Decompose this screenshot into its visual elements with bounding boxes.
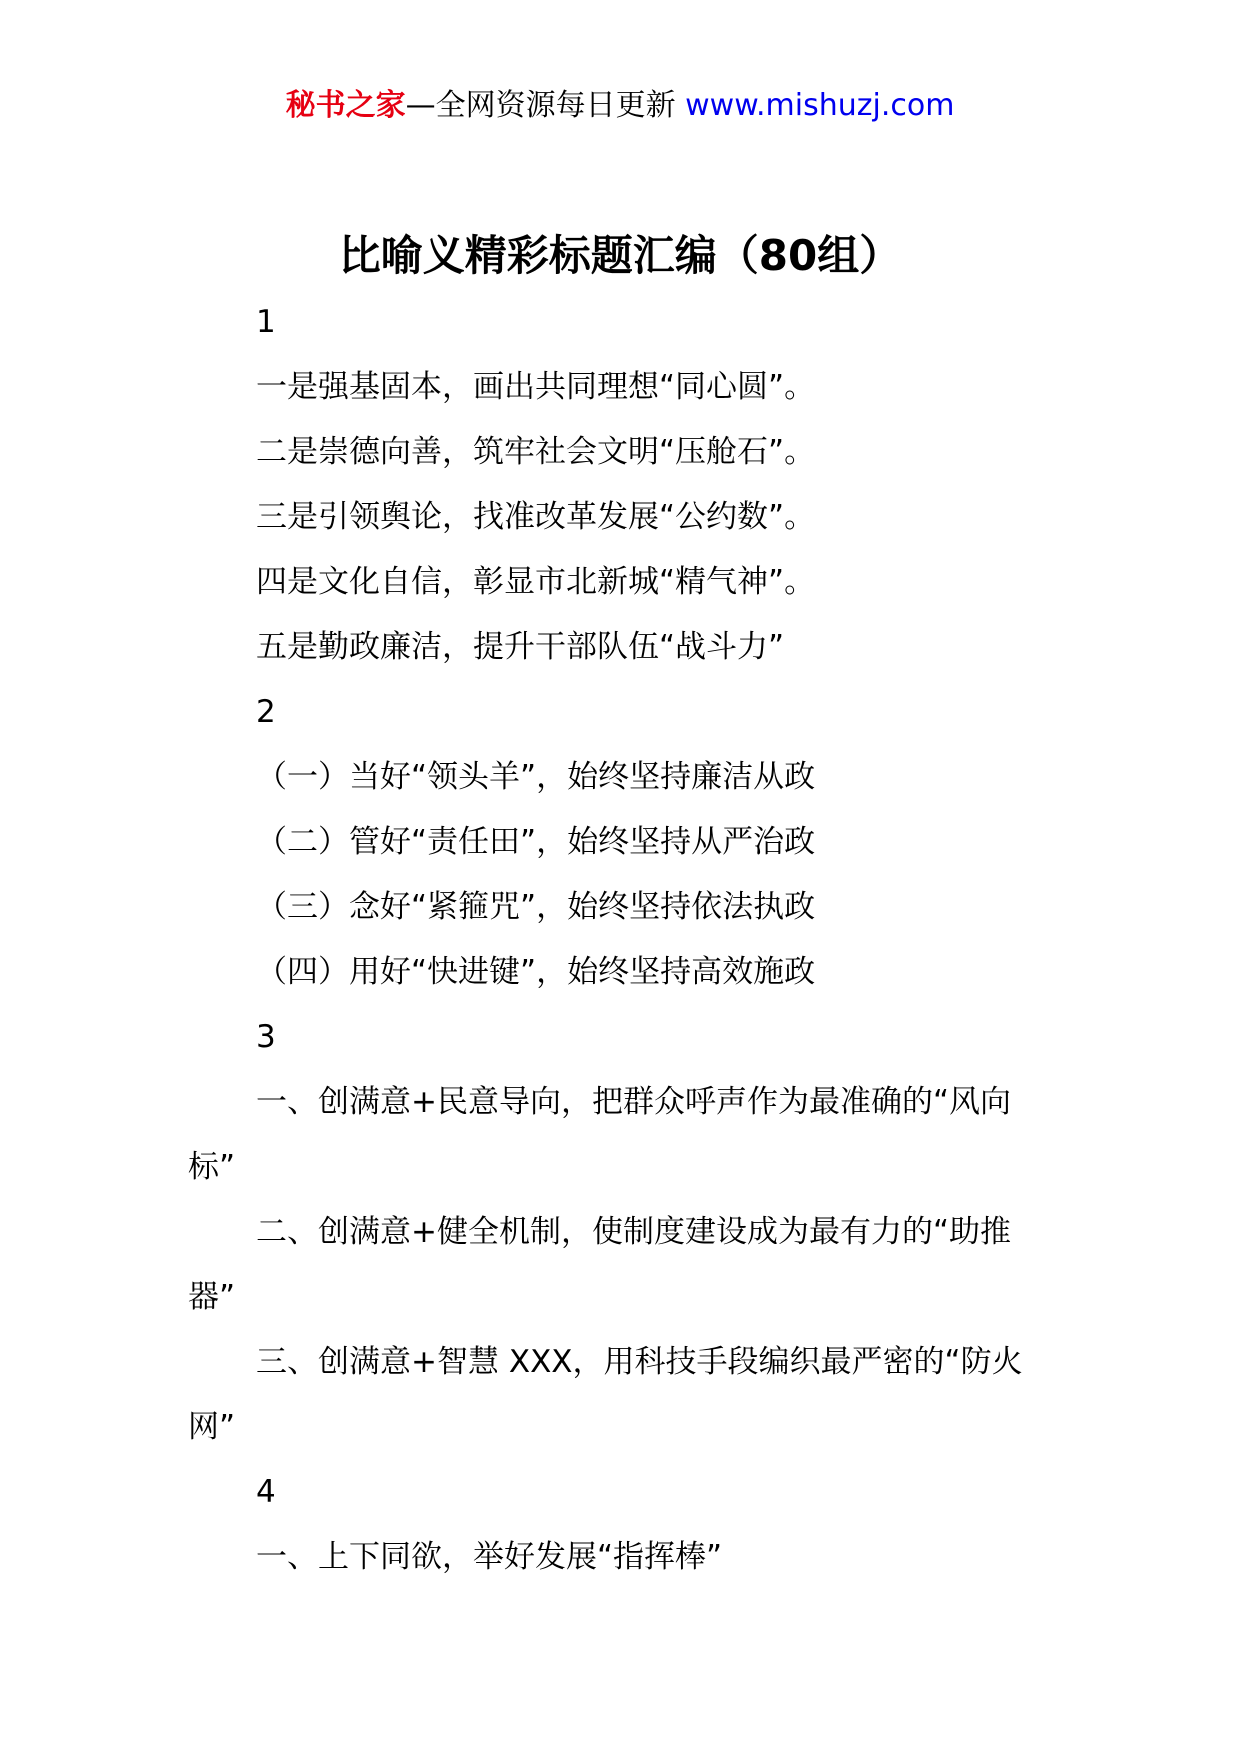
list-item: （二）管好“责任田”，始终坚持从严治政 — [256, 824, 816, 860]
list-item: 五是勤政廉洁，提升干部队伍“战斗力” — [256, 629, 785, 665]
site-brand: 秘书之家 — [285, 88, 406, 123]
list-item: 二是崇德向善，筑牢社会文明“压舱石”。 — [256, 434, 816, 470]
list-item: 一、上下同欲，举好发展“指挥棒” — [256, 1539, 723, 1575]
list-item: 三、创满意+智慧 XXX，用科技手段编织最严密的“防火网” — [188, 1344, 1023, 1445]
site-header — [0, 86, 1240, 126]
list-item: 三是引领舆论，找准改革发展“公约数”。 — [256, 499, 816, 535]
list-item: （三）念好“紧箍咒”，始终坚持依法执政 — [256, 889, 816, 925]
list-item: （四）用好“快进键”，始终坚持高效施政 — [256, 954, 816, 990]
section-number: 1 — [256, 304, 276, 340]
document-title: 比喻义精彩标题汇编（80组） — [338, 231, 902, 280]
section-number: 4 — [256, 1474, 276, 1510]
site-tagline: —全网资源每日更新 — [405, 88, 676, 123]
list-item: 四是文化自信，彰显市北新城“精气神”。 — [256, 564, 816, 600]
site-url-link[interactable]: www.mishuzj.com — [685, 88, 955, 123]
list-item: 一是强基固本，画出共同理想“同心圆”。 — [256, 369, 816, 405]
document-body — [188, 290, 1058, 1590]
list-item: 二、创满意+健全机制，使制度建设成为最有力的“助推器” — [188, 1214, 1012, 1315]
list-item: 一、创满意+民意导向，把群众呼声作为最准确的“风向标” — [188, 1084, 1012, 1185]
section-number: 2 — [256, 694, 276, 730]
section-number: 3 — [256, 1019, 276, 1055]
list-item: （一）当好“领头羊”，始终坚持廉洁从政 — [256, 759, 816, 795]
